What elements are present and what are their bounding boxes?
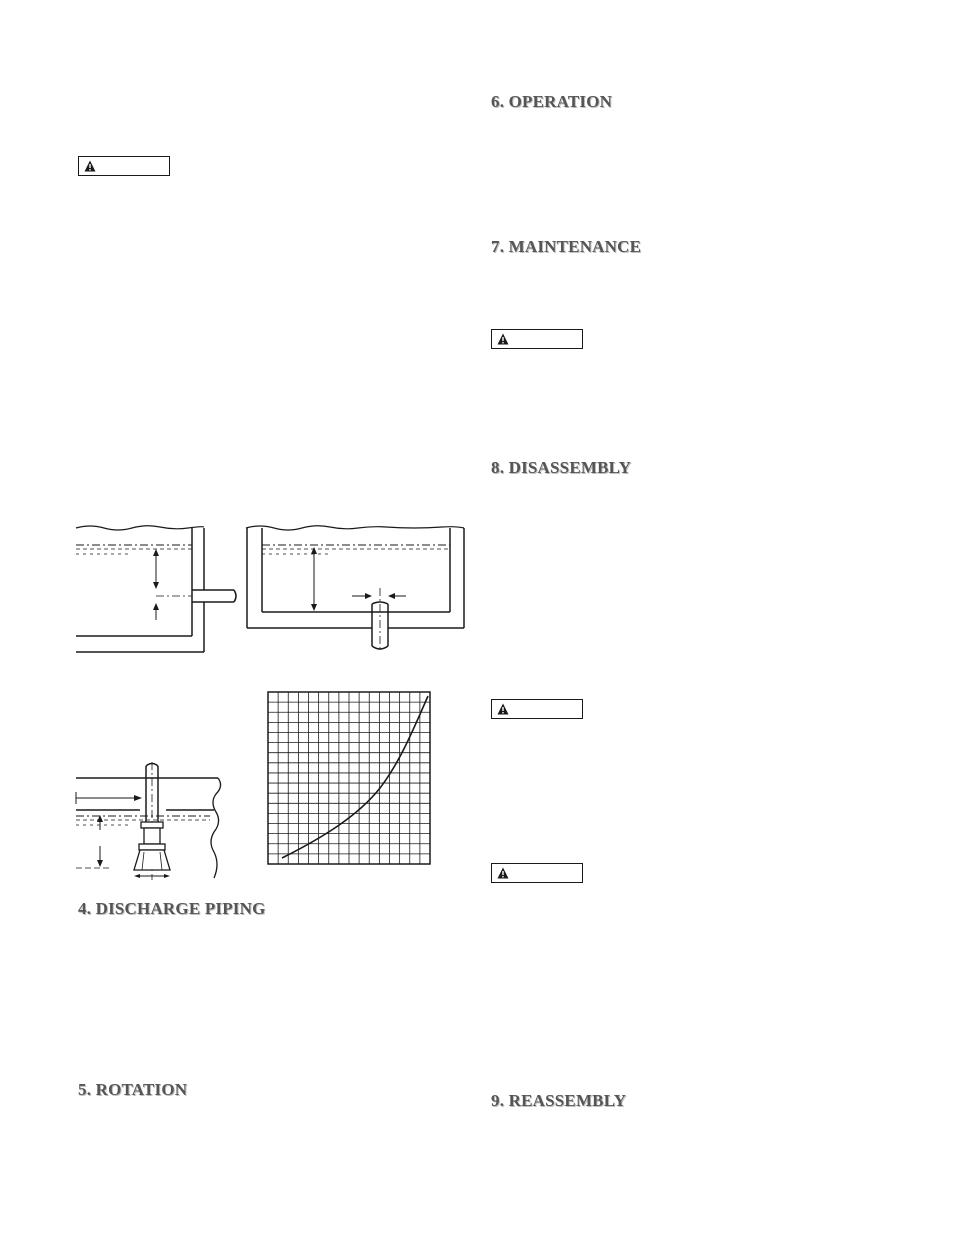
heading-maintenance: 7. MAINTENANCE xyxy=(491,237,642,256)
bottom-outlet-tank-diagram xyxy=(240,518,470,658)
graph-grid xyxy=(268,692,430,864)
warning-box-4 xyxy=(491,863,583,883)
warning-box-1 xyxy=(78,156,170,176)
warning-box-2 xyxy=(491,329,583,349)
warning-triangle-icon xyxy=(497,333,509,345)
heading-reassembly: 9. REASSEMBLY xyxy=(491,1091,627,1110)
warning-triangle-icon xyxy=(84,160,96,172)
heading-discharge-piping: 4. DISCHARGE PIPING xyxy=(78,899,266,918)
side-outlet-tank-diagram xyxy=(70,518,242,658)
heading-rotation: 5. ROTATION xyxy=(78,1080,188,1099)
heading-disassembly: 8. DISASSEMBLY xyxy=(491,458,632,477)
submergence-curve-graph xyxy=(262,688,434,868)
heading-operation: 6. OPERATION xyxy=(491,92,613,111)
warning-box-3 xyxy=(491,699,583,719)
suction-pipe-submergence-diagram xyxy=(70,760,230,882)
warning-triangle-icon xyxy=(497,703,509,715)
warning-triangle-icon xyxy=(497,867,509,879)
